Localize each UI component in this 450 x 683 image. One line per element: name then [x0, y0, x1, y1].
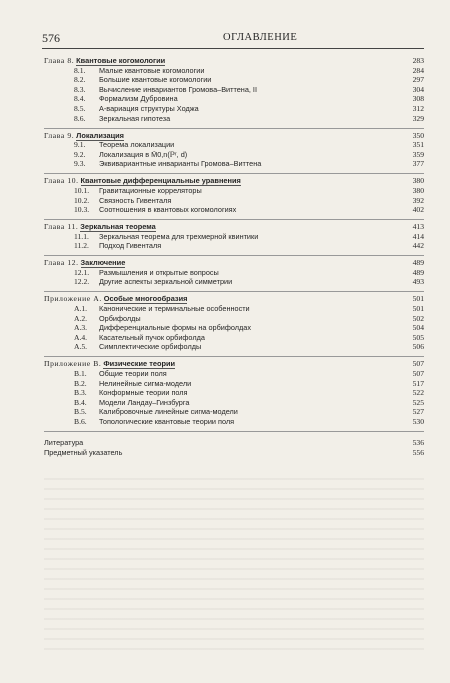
section-title: A-вариация структуры Ходжа — [99, 103, 199, 113]
page-header — [42, 30, 424, 46]
section-page: 392 — [412, 195, 424, 205]
toc-section-entry[interactable] — [44, 304, 424, 314]
section-number: В.2. — [74, 378, 87, 388]
section-page: 522 — [412, 388, 424, 398]
chapter-prefix: Глава 8. — [44, 56, 75, 65]
section-title: Касательный пучок орбифолда — [99, 332, 205, 342]
toc-chapter — [44, 176, 424, 214]
section-title: Эквивариантные инварианты Громова–Виттена — [99, 159, 262, 169]
chapter-prefix: Глава 11. — [44, 222, 79, 232]
section-page: 359 — [412, 149, 424, 159]
chapter-divider — [44, 255, 424, 256]
section-title: Конформные теории поля — [99, 388, 188, 398]
chapter-divider — [44, 431, 424, 432]
section-title: Подход Гивенталя — [99, 241, 162, 251]
section-page: 351 — [412, 140, 424, 150]
toc-backmatter-entry[interactable] — [44, 438, 424, 448]
chapter-label — [44, 359, 175, 369]
section-page: 507 — [412, 368, 424, 378]
toc-chapter-entry[interactable] — [44, 258, 424, 268]
section-title: Зеркальная теорема для трехмерной квинтики — [99, 231, 259, 241]
toc-chapter — [44, 222, 424, 251]
section-title: Общие теории поля — [99, 368, 167, 378]
toc-section-entry[interactable] — [44, 114, 424, 124]
header-rule — [42, 48, 424, 49]
section-title: Размышления и открытые вопросы — [99, 267, 219, 277]
backmatter-page: 536 — [412, 437, 424, 447]
section-title: Дифференциальные формы на орбифолдах — [99, 323, 251, 333]
bleed-through-texture — [44, 470, 424, 650]
toc-chapter — [44, 131, 424, 169]
toc-section-entry[interactable] — [44, 140, 424, 150]
section-title: Орбифолды — [99, 313, 141, 323]
section-number: 10.3. — [74, 205, 90, 215]
section-page: 517 — [412, 378, 424, 388]
section-number: 8.3. — [74, 84, 86, 94]
toc-section-entry[interactable] — [44, 398, 424, 408]
backmatter-page: 556 — [412, 447, 424, 457]
toc-section-entry[interactable] — [44, 379, 424, 389]
chapter-title: Заключение — [80, 258, 126, 268]
toc-section-entry[interactable] — [44, 66, 424, 76]
chapter-page: 501 — [412, 294, 424, 304]
section-page: 502 — [412, 313, 424, 323]
section-number: В.6. — [74, 416, 87, 426]
page-title: ОГЛАВЛЕНИЕ — [223, 32, 298, 43]
section-number: В.3. — [74, 388, 87, 398]
section-number: А.3. — [74, 323, 88, 333]
section-page: 442 — [412, 241, 424, 251]
section-page: 506 — [412, 342, 424, 352]
toc-section-entry[interactable] — [44, 314, 424, 324]
toc-section-entry[interactable] — [44, 159, 424, 169]
toc-chapter-entry[interactable] — [44, 222, 424, 232]
toc-section-entry[interactable] — [44, 333, 424, 343]
section-number: 11.1. — [74, 231, 89, 241]
section-page: 377 — [412, 159, 424, 169]
toc-section-entry[interactable] — [44, 241, 424, 251]
section-page: 380 — [412, 185, 424, 195]
section-number: 8.4. — [74, 94, 86, 104]
chapter-page: 413 — [412, 222, 424, 232]
section-page: 312 — [412, 103, 424, 113]
section-number: 9.1. — [74, 140, 86, 150]
toc-section-entry[interactable] — [44, 104, 424, 114]
section-page: 489 — [412, 267, 424, 277]
section-page: 402 — [412, 205, 424, 215]
section-number: 9.2. — [74, 149, 86, 159]
toc-chapter-entry[interactable] — [44, 131, 424, 141]
chapter-label — [44, 131, 124, 141]
chapter-title: Локализация — [76, 130, 124, 140]
chapter-prefix: Приложение А. — [44, 294, 102, 304]
section-page: 414 — [412, 231, 424, 241]
chapter-label — [44, 56, 165, 66]
chapter-label — [44, 258, 125, 268]
toc-section-entry[interactable] — [44, 268, 424, 278]
section-page: 297 — [412, 75, 424, 85]
toc-section-entry[interactable] — [44, 388, 424, 398]
section-number: В.4. — [74, 397, 87, 407]
toc-chapter-entry[interactable] — [44, 176, 424, 186]
section-number: В.5. — [74, 407, 87, 417]
toc-section-entry[interactable] — [44, 75, 424, 85]
chapter-title: Квантовые дифференциальные уравнения — [80, 176, 241, 186]
section-page: 304 — [412, 84, 424, 94]
chapter-divider — [44, 291, 424, 292]
section-page: 493 — [412, 277, 424, 287]
toc-chapter — [44, 258, 424, 287]
section-page: 525 — [412, 397, 424, 407]
section-page: 505 — [412, 332, 424, 342]
chapter-prefix: Глава 12. — [44, 258, 79, 268]
section-title: Нелинейные сигма-модели — [99, 378, 192, 388]
toc-chapter-entry[interactable] — [44, 359, 424, 369]
chapter-divider — [44, 128, 424, 129]
chapter-title: Квантовые когомологии — [76, 56, 166, 65]
chapter-prefix: Глава 10. — [44, 176, 79, 186]
section-title: Гравитационные корреляторы — [99, 185, 202, 195]
section-title: Зеркальная гипотеза — [99, 113, 171, 123]
chapter-title: Зеркальная теорема — [80, 222, 156, 232]
section-number: 8.5. — [74, 103, 86, 113]
toc-section-entry[interactable] — [44, 196, 424, 206]
table-of-contents — [44, 56, 424, 457]
chapter-page: 380 — [412, 176, 424, 186]
section-title: Модели Ландау–Гинзбурга — [99, 397, 190, 407]
chapter-prefix: Глава 9. — [44, 130, 75, 140]
chapter-prefix: Приложение В. — [44, 359, 102, 369]
chapter-divider — [44, 173, 424, 174]
backmatter-title: Предметный указатель — [44, 447, 123, 457]
section-number: А.1. — [74, 304, 88, 314]
toc-section-entry[interactable] — [44, 232, 424, 242]
backmatter-title: Литература — [44, 437, 84, 447]
section-number: А.5. — [74, 342, 88, 352]
chapter-page: 489 — [412, 258, 424, 268]
section-page: 504 — [412, 323, 424, 333]
chapter-label — [44, 294, 187, 304]
section-title: Теорема локализации — [99, 140, 175, 150]
section-number: 8.1. — [74, 65, 86, 75]
section-number: В.1. — [74, 368, 87, 378]
chapter-page: 507 — [412, 359, 424, 369]
section-title: Канонические и терминальные особенности — [99, 304, 250, 314]
toc-chapter — [44, 56, 424, 123]
section-number: 10.2. — [74, 195, 90, 205]
toc-section-entry[interactable] — [44, 186, 424, 196]
section-title: Топологические квантовые теории поля — [99, 416, 235, 426]
toc-section-entry[interactable] — [44, 342, 424, 352]
section-number: 11.2. — [74, 241, 89, 251]
toc-section-entry[interactable] — [44, 407, 424, 417]
section-page: 501 — [412, 304, 424, 314]
section-title: Симплектические орбифолды — [99, 342, 202, 352]
chapter-label — [44, 176, 241, 186]
section-title: Другие аспекты зеркальной симметрии — [99, 277, 233, 287]
section-number: А.4. — [74, 332, 88, 342]
section-title: Формализм Дубровина — [99, 94, 178, 104]
back-matter — [44, 438, 424, 457]
section-title: Вычисление инвариантов Громова–Виттена, II — [99, 84, 257, 94]
chapter-page: 350 — [412, 130, 424, 140]
section-page: 284 — [412, 65, 424, 75]
section-page: 530 — [412, 416, 424, 426]
toc-chapter — [44, 294, 424, 352]
page-number: 576 — [42, 31, 60, 45]
toc-chapter — [44, 359, 424, 426]
chapter-label — [44, 222, 156, 232]
section-title: Локализация в M̄0,n(ℙʳ, d) — [99, 149, 188, 159]
toc-section-entry[interactable] — [44, 85, 424, 95]
toc-chapter-entry[interactable] — [44, 294, 424, 304]
toc-chapter-entry[interactable] — [44, 56, 424, 66]
toc-section-entry[interactable] — [44, 205, 424, 215]
toc-section-entry[interactable] — [44, 277, 424, 287]
section-number: 8.2. — [74, 75, 86, 85]
chapter-title: Особые многообразия — [103, 294, 188, 304]
section-number: 10.1. — [74, 185, 90, 195]
section-title: Калибровочные линейные сигма-модели — [99, 407, 238, 417]
section-page: 329 — [412, 113, 424, 123]
section-title: Малые квантовые когомологии — [99, 65, 205, 75]
section-number: 8.6. — [74, 113, 86, 123]
toc-section-entry[interactable] — [44, 323, 424, 333]
section-title: Связность Гивенталя — [99, 195, 172, 205]
section-number: 12.1. — [74, 267, 90, 277]
section-page: 308 — [412, 94, 424, 104]
section-title: Большие квантовые когомологии — [99, 75, 212, 85]
toc-section-entry[interactable] — [44, 150, 424, 160]
section-number: А.2. — [74, 313, 88, 323]
toc-backmatter-entry[interactable] — [44, 448, 424, 458]
section-number: 9.3. — [74, 159, 86, 169]
toc-section-entry[interactable] — [44, 369, 424, 379]
section-page: 527 — [412, 407, 424, 417]
section-number: 12.2. — [74, 277, 90, 287]
toc-section-entry[interactable] — [44, 94, 424, 104]
chapter-page: 283 — [412, 56, 424, 65]
section-title: Соотношения в квантовых когомологиях — [99, 205, 237, 215]
chapter-title: Физические теории — [103, 359, 176, 369]
toc-section-entry[interactable] — [44, 417, 424, 427]
chapter-divider — [44, 219, 424, 220]
chapter-divider — [44, 356, 424, 357]
